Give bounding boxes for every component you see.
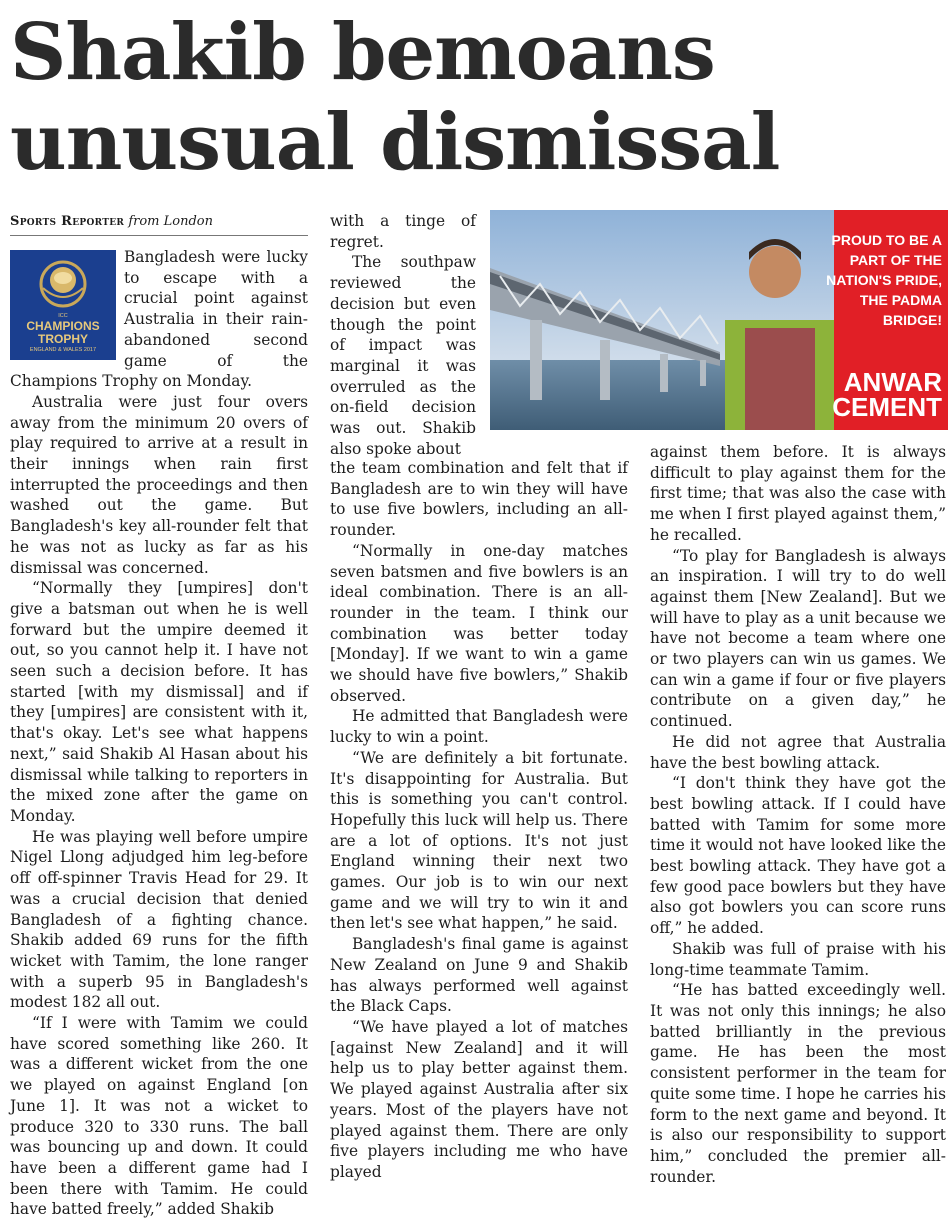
paragraph: “We have played a lot of matches [against New Zealand] and it will help us to play better against them. We played against Australia after six years. Most of the players have not played against them. There are only five players including me who have played bbox=[330, 1017, 628, 1181]
paragraph: He did not agree that Australia have the best bowling attack. bbox=[650, 732, 946, 772]
paragraph: Australia were just four overs away from the minimum 20 overs of play required to arrive at a result in their innings when rain first interrupted the proceedings and then washed out the game. But Bangladesh's key all-rounder felt that he was not as lucky as far as his dismissal was concerned. bbox=[10, 392, 308, 577]
byline-location: from London bbox=[128, 214, 213, 229]
paragraph: Bangladesh's final game is against New Zealand on June 9 and Shakib has always performed well against the Black Caps. bbox=[330, 935, 628, 1016]
paragraph: “He has batted exceedingly well. It was not only this innings; he also batted brilliantly in the previous game. He has been the most consistent performer in the team for quite some time. I hope he carries his form to the next game and beyond. It is also our responsibility to support him,” concluded the premier all-rounder. bbox=[650, 981, 946, 1186]
paragraph: against them before. It is always difficult to play against them for the first time; that was also the case with me when I first played against them,” he recalled. bbox=[650, 443, 946, 544]
column-2 bbox=[330, 458, 628, 1183]
paragraph: He was playing well before umpire Nigel Llong adjudged him leg-before off off-spinner Travis Head for 29. It was a crucial decision that denied Bangladesh of a fighting chance. Shakib added 69 runs for the fifth wicket with Tamim, the lone ranger with a superb 95 in Bangladesh's modest 182 all out. bbox=[10, 827, 308, 1012]
paragraph: “I don't think they have got the best bowling attack. If I could have batted with Tamim for some more time it would not have looked like the best bowling attack. They have got a few good pace bowlers but they have also got bowlers you can score runs off,” he added. bbox=[650, 774, 946, 938]
paragraph: “Normally in one-day matches seven batsmen and five bowlers is an ideal combination. There is an all-rounder in the team. I think our combination was better today [Monday]. If we want to win a game we should have five bowlers,” Shakib observed. bbox=[330, 541, 628, 705]
logo-champions: CHAMPIONS bbox=[26, 319, 100, 333]
logo-icc: ICC bbox=[58, 313, 68, 319]
byline bbox=[10, 213, 308, 236]
column-3 bbox=[650, 442, 946, 1187]
ad-tagline: PROUD TO BE A PART OF THE NATION'S PRIDE, THE PADMA BRIDGE! bbox=[826, 232, 942, 328]
byline-reporter: Sports Reporter bbox=[10, 214, 125, 229]
paragraph: with a tinge of regret. bbox=[330, 212, 476, 251]
paragraph: the team combination and felt that if Bangladesh are to win they will have to use five bowlers, including an all-rounder. bbox=[330, 459, 628, 540]
logo-trophy: TROPHY bbox=[37, 332, 88, 346]
paragraph: He admitted that Bangladesh were lucky to win a point. bbox=[330, 707, 628, 747]
ad-brand-line-1: ANWAR bbox=[843, 367, 942, 397]
logo-subtitle: ENGLAND & WALES 2017 bbox=[29, 347, 97, 353]
paragraph: “We are definitely a bit fortunate. It's disappointing for Australia. But this is something you can't control. Hopefully this luck will help us. There are a lot of options. It's not just England winning their next two games. Our job is to win our next game and we will try to win it and then let's see what happen,” he said. bbox=[330, 748, 628, 933]
paragraph: “To play for Bangladesh is always an inspiration. I will try to do well against them [New Zealand]. But we will have to play as a unit because we have not become a team where one or two players can win us games. We can win a game if four or five players contribute on a given day,” he continued. bbox=[650, 546, 946, 731]
ad-brand-line-2: CEMENT bbox=[832, 392, 942, 422]
paragraph: Bangladesh were lucky to escape with a crucial point against Australia in their rain-abandoned second game of the Champions Trophy on Monday. bbox=[10, 248, 308, 391]
paragraph: Shakib was full of praise with his long-time teammate Tamim. bbox=[650, 939, 946, 979]
headline bbox=[10, 8, 940, 188]
column-1 bbox=[10, 247, 308, 1220]
headline-line-2: unusual dismissal bbox=[10, 97, 780, 188]
paragraph: “If I were with Tamim we could have scored something like 260. It was a different wicket from the one we played on against England [on June 1]. It was not a wicket to produce 320 to 330 runs. The ball was bouncing up and down. It could have been a different game had I been there with Tamim. He could have batted freely,” added Shakib bbox=[10, 1014, 308, 1219]
padma-bridge-image bbox=[490, 210, 834, 430]
column-2-top bbox=[330, 211, 476, 459]
paragraph: “Normally they [umpires] don't give a batsman out when he is well forward but the umpire deemed it out, so you cannot help it. I have not seen such a decision before. It has started [with my dismissal] and if they [umpires] are consistent with it, that's okay. Let's see what happens next,” said Shakib Al Hasan about his dismissal while talking to reporters in the mixed zone after the game on Monday. bbox=[10, 579, 308, 825]
trophy-icon bbox=[33, 258, 93, 312]
anwar-cement-advertisement bbox=[490, 210, 948, 430]
ad-brand bbox=[832, 367, 942, 422]
headline-line-1: Shakib bemoans bbox=[10, 7, 715, 98]
paragraph: The southpaw reviewed the decision but even though the point of impact was marginal it was overruled as the on-field decision was out. Shakib also spoke about bbox=[330, 253, 476, 458]
champions-trophy-logo bbox=[10, 250, 116, 360]
